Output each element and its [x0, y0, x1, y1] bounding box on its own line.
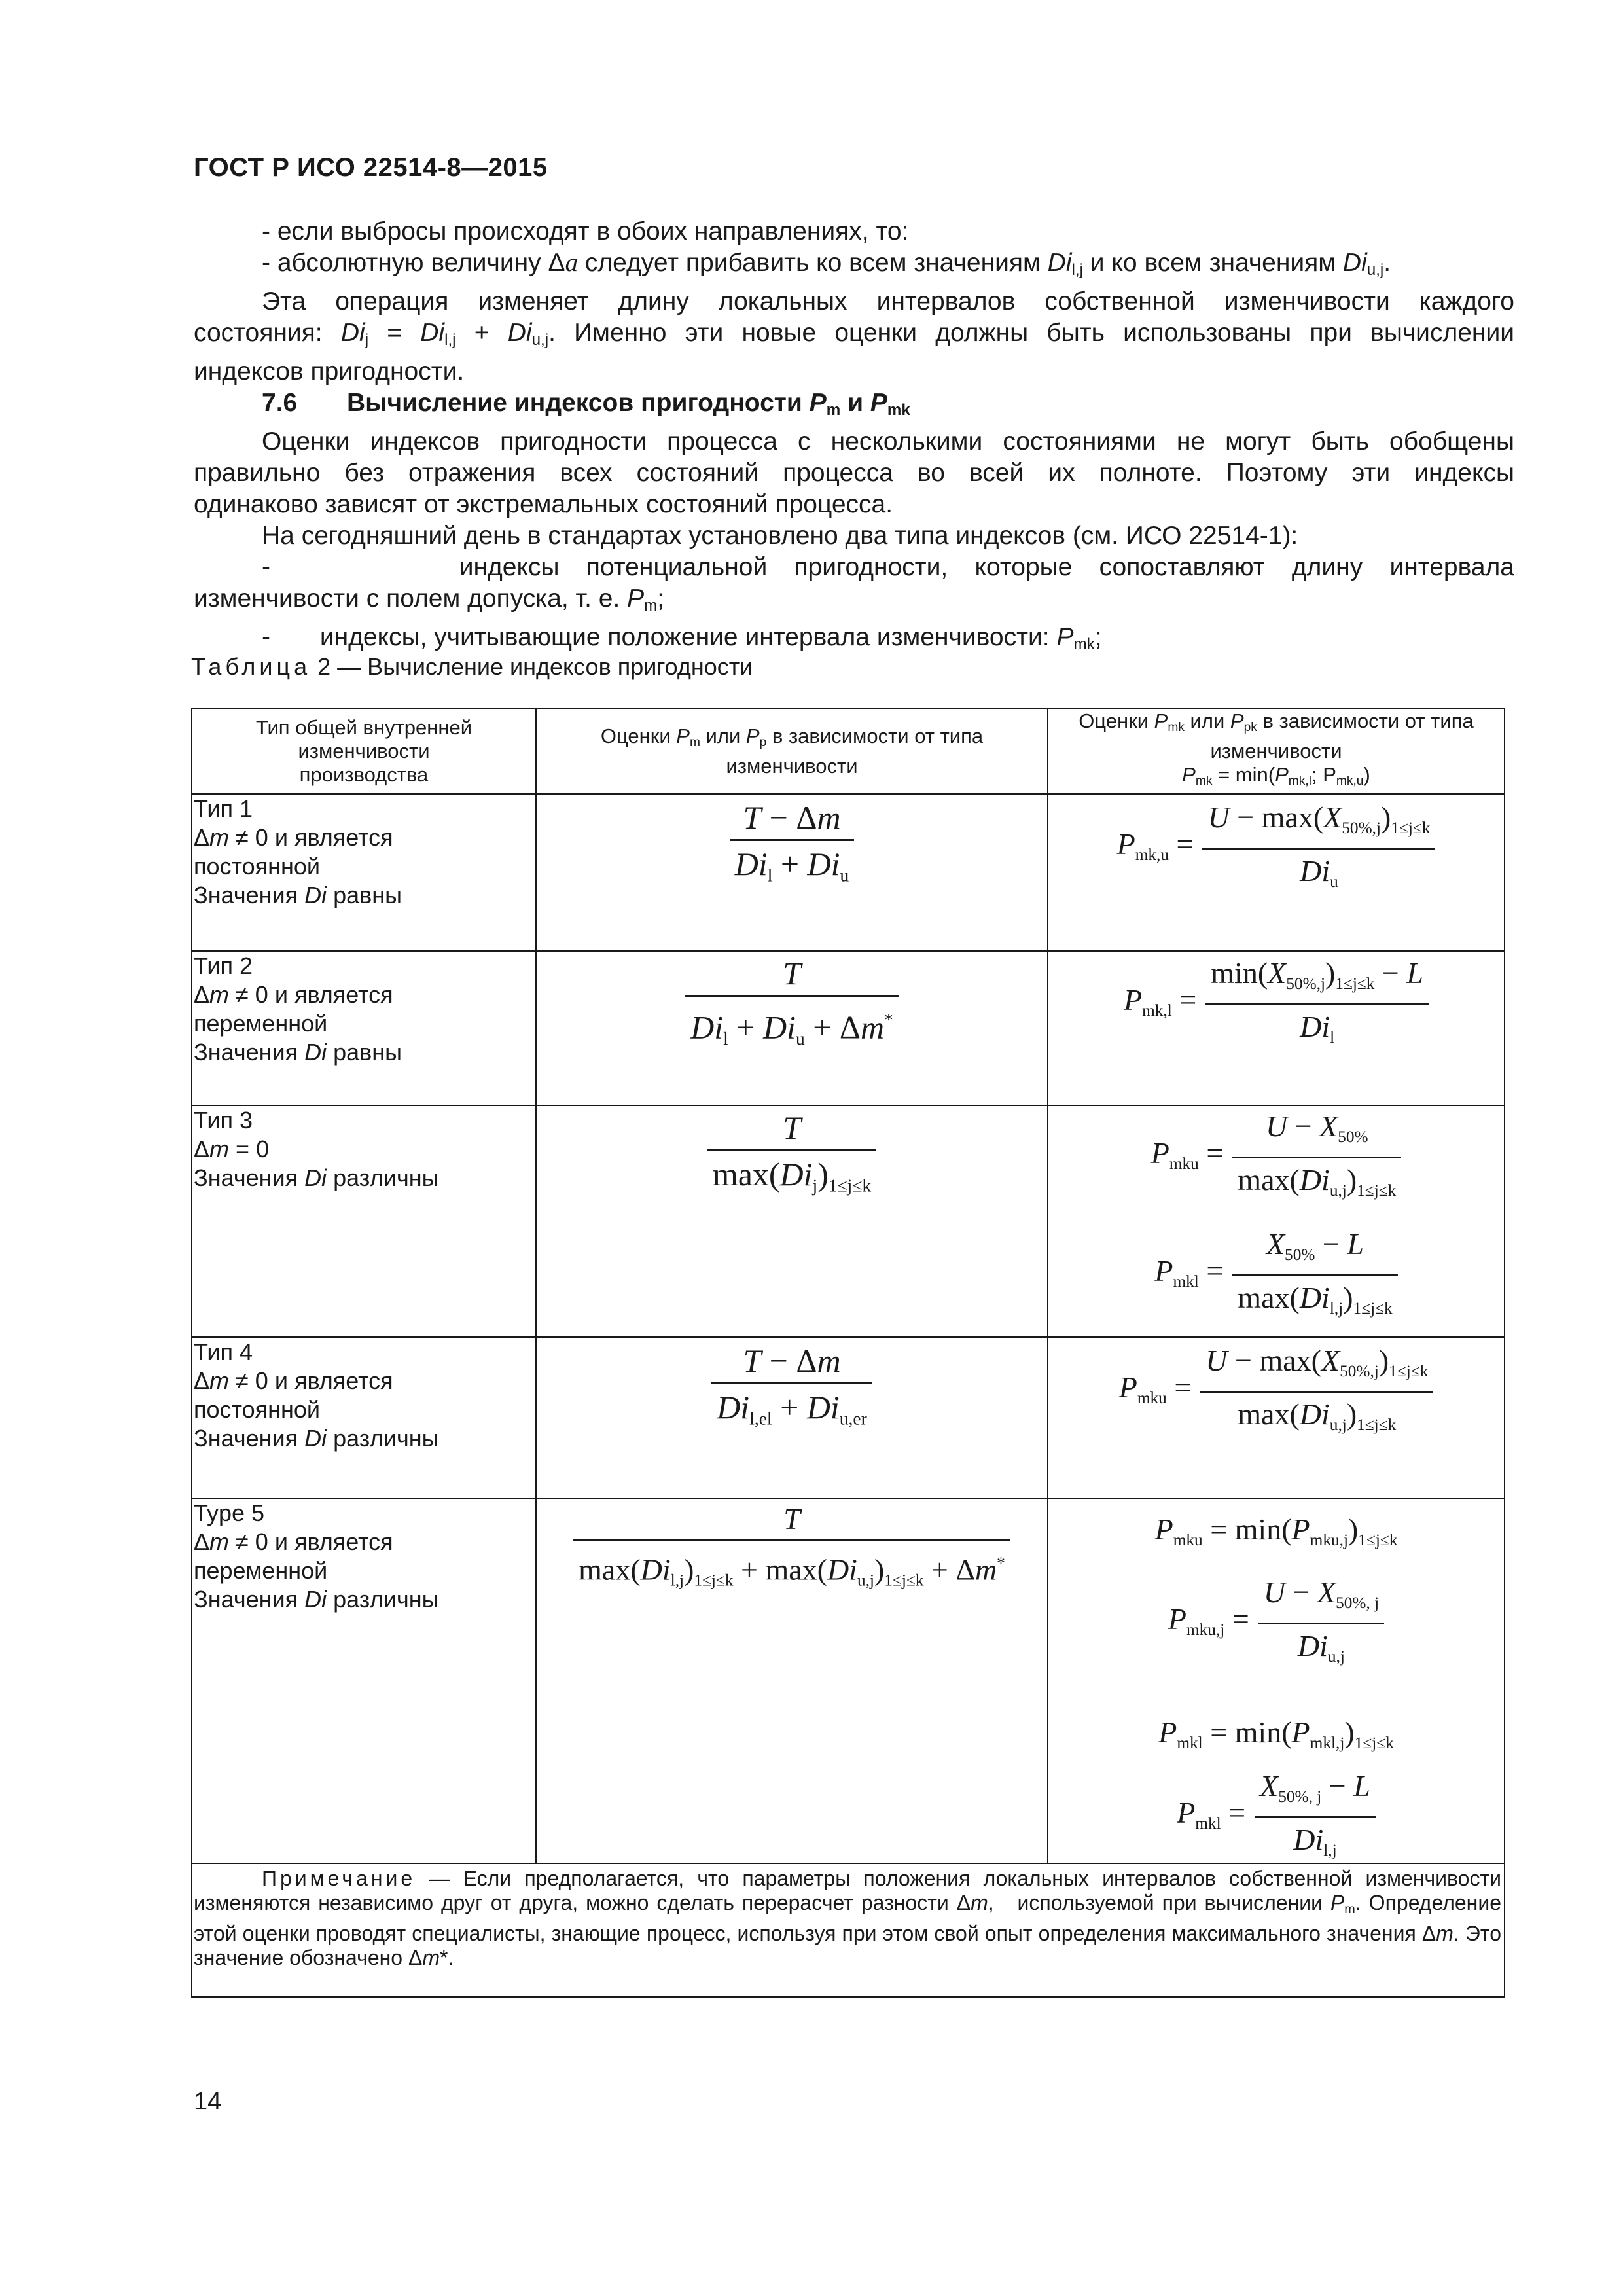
section-para1-line-1: Оценки индексов пригодности процесса с несколькими состояниями не могут быть обобщены	[262, 427, 1514, 456]
section-item1-line-1: - индексы потенциальной пригодности, которые сопоставляют длину интервала	[262, 553, 1514, 582]
type-1-pm-formula: $\frac{T - \Delta m}{\text{Dil + Diu}}$	[536, 794, 1048, 951]
table-row-type-3	[192, 1105, 1505, 1337]
document-header: ГОСТ Р ИСО 22514-8—2015	[194, 153, 548, 182]
table-note: Примечание — Если предполагается, что параметры положения локальных интервалов собственной изменчивости изменяются независимо друг от друга, можно сделать перерасчет разности Δm, используемой при вычислении $P_m$. Определение этой оценки проводят специалисты, знающие процесс, используя при этом свой опыт определения максимального значения Δm. Это значение обозначено Δm*.	[192, 1863, 1505, 1997]
intro-text	[194, 216, 1514, 660]
table-row-type-4	[192, 1337, 1505, 1498]
section-number: 7.6	[262, 389, 298, 418]
table-row-type-1	[192, 794, 1505, 951]
type-4-pm-formula: $\frac{T - \Delta m}{\text{Dil,el + Diu,er}}$	[536, 1337, 1048, 1498]
intro-bullet-1: - если выбросы происходят в обоих направлениях, то:	[262, 217, 909, 245]
type-3-pm-formula: $\frac{T}{\text{max(Dij)1≤j≤k}}$	[536, 1105, 1048, 1337]
capability-index-table	[191, 708, 1505, 1998]
table-caption: Таблица 2 — Вычисление индексов пригодности	[191, 653, 753, 680]
type-3-pmk-formulas: Pmku = $\frac{U - X50\%}{\text{max(Diu,j)1≤j≤k}}$ Pmkl = $\frac{X50\% - L}{\text{max(Dil,j)1≤j≤k}}$	[1048, 1105, 1505, 1337]
type-2-pm-formula: $\frac{T}{Dil + Diu + \Delta m^*}$	[536, 951, 1048, 1105]
type-1-description: Тип 1 Δm ≠ 0 и является постоянной Значения Di равны	[192, 794, 536, 951]
intro-paragraph-line-2: состояния: $Di_j = Di_{l,j} + Di_{u,j}$. Именно эти новые оценки должны быть использованы при вычислении	[194, 319, 1515, 350]
type-1-pmk-formula: Pmk,u = $\frac{U - \max(X50\%,j)1\le j\le k}{\text{Diu}}$	[1048, 794, 1505, 951]
type-2-pmk-formula: Pmk,l = $\frac{\min(X50\%,j)1\le j\le k - L}{\text{Dil}}$	[1048, 951, 1505, 1105]
section-item1-line-2: изменчивости с полем допуска, т. е. $P_m$;	[194, 584, 665, 615]
table-row-type-2	[192, 951, 1505, 1105]
header-col-type: Тип общей внутренней изменчивости производства	[192, 709, 536, 794]
type-2-description: Тип 2 Δm ≠ 0 и является переменной Значения Di равны	[192, 951, 536, 1105]
table-row-type-5	[192, 1498, 1505, 1863]
header-col-pmk: Оценки $P_{mk}$ или $P_{pk}$ в зависимости от типа изменчивости $P_{mk} = \min(P_{mk,l}$; $P_{mk,u}$)	[1048, 709, 1505, 794]
type-4-description: Тип 4 Δm ≠ 0 и является постоянной Значения Di различны	[192, 1337, 536, 1498]
type-3-description: Тип 3 Δm = 0 Значения Di различны	[192, 1105, 536, 1337]
intro-paragraph-line-1: Эта операция изменяет длину локальных интервалов собственной изменчивости каждого	[262, 287, 1514, 316]
section-para1-line-3: одинаково зависят от экстремальных состояний процесса.	[194, 490, 893, 519]
type-5-pm-formula: $\frac{T}{\max(Dil,j)1\le j\le k + \max(Diu,j)1\le j\le k + \Delta m^*}$	[536, 1498, 1048, 1863]
table-header-row	[192, 709, 1505, 794]
type-5-description: Type 5 Δm ≠ 0 и является переменной Значения Di различны	[192, 1498, 536, 1863]
type-5-pmk-formulas: Pmku = min(Pmku,j)1≤j≤k Pmku,j = $\frac{U - X50\%, j}{\text{Diu,j}}$ Pmkl = min(Pmkl,j)1≤j≤k Pmkl = $\frac{X50\%, j - L}{\text{Dil,j}}$	[1048, 1498, 1505, 1863]
type-4-pmk-formula: Pmku = $\frac{U - \max(X50\%,j)1\le j\le k}{\text{max(Diu,j)1≤j≤k}}$	[1048, 1337, 1505, 1498]
page-number: 14	[194, 2088, 222, 2115]
section-item2: - индексы, учитывающие положение интервала изменчивости: $P_{mk}$;	[262, 623, 1102, 654]
intro-paragraph-line-3: индексов пригодности.	[194, 357, 465, 386]
section-heading: 7.6 Вычисление индексов пригодности $P_m$ и $P_{mk}$	[262, 389, 910, 420]
section-para2: На сегодняшний день в стандартах установлено два типа индексов (см. ИСО 22514-1):	[262, 522, 1298, 550]
intro-bullet-2: - абсолютную величину Δa следует прибавить ко всем значениям $Di_{l,j}$ и ко всем значениям $Di_{u,j}$.	[262, 249, 1391, 279]
table-note-row	[192, 1863, 1505, 1997]
header-col-pm: Оценки $P_m$ или $P_p$ в зависимости от типа изменчивости	[536, 709, 1048, 794]
section-para1-line-2: правильно без отражения всех состояний процесса во всей их полноте. Поэтому эти индексы	[194, 459, 1514, 488]
